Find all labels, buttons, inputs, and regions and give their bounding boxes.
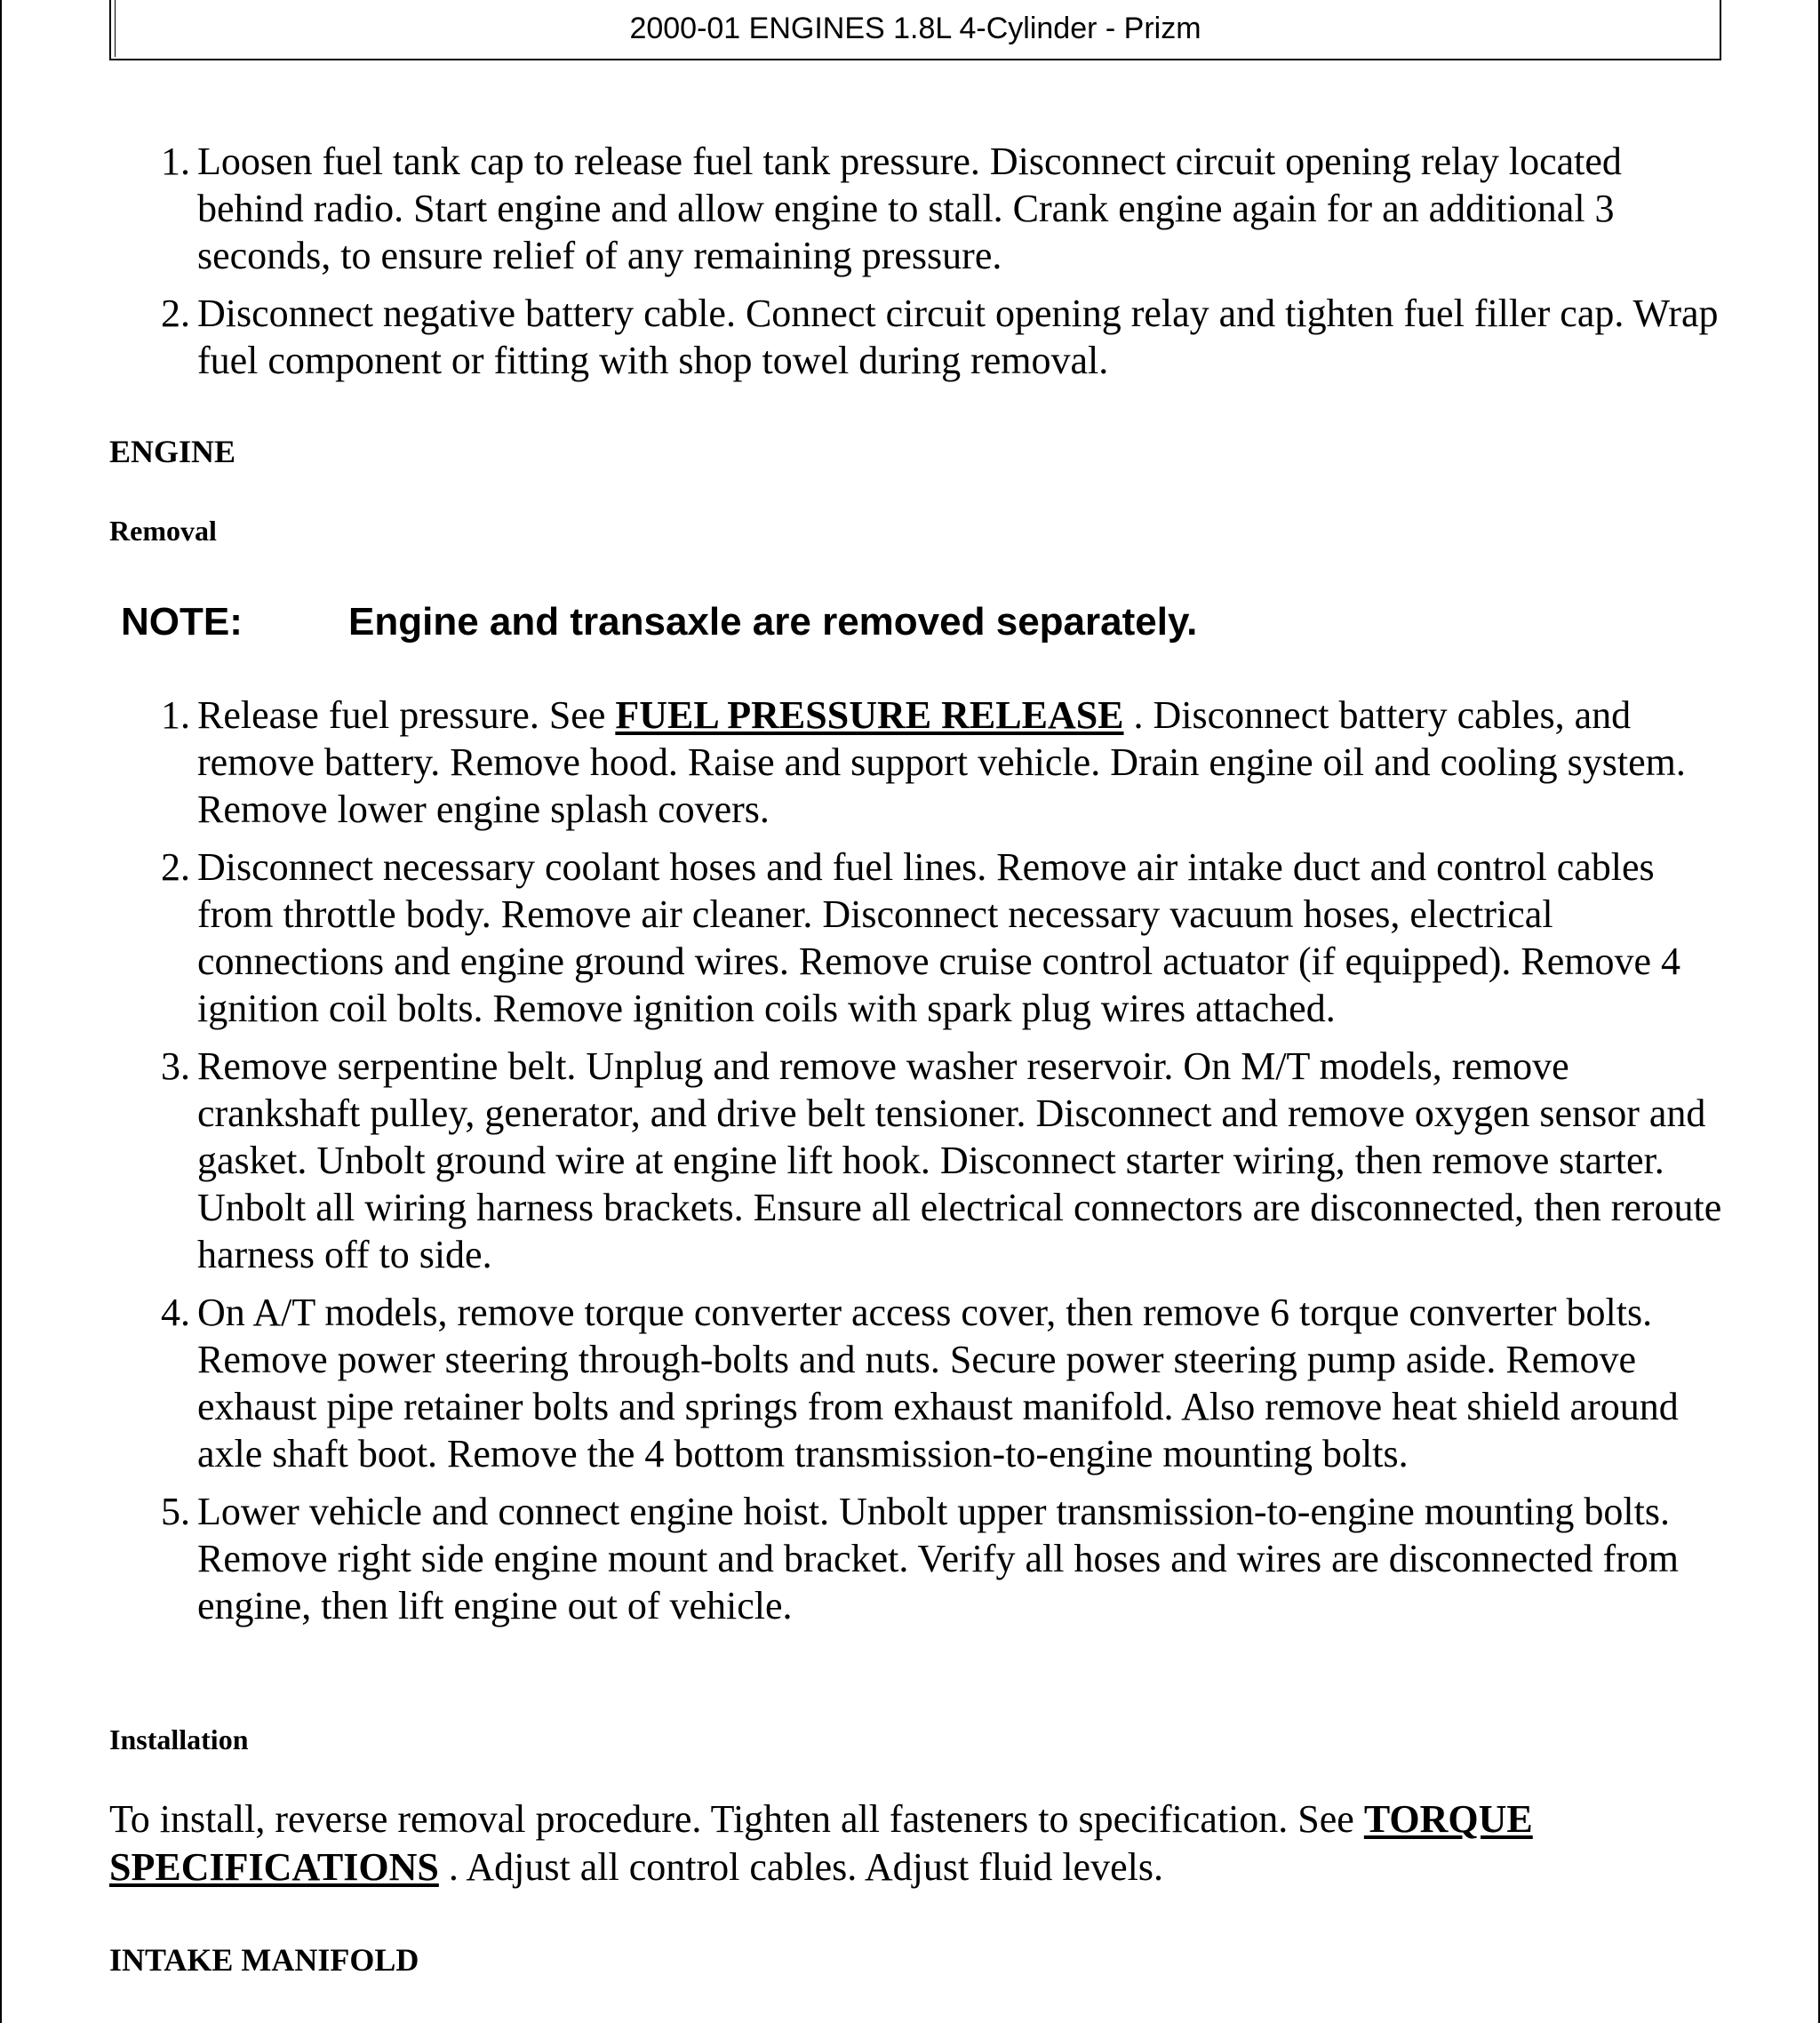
- list-item: [161, 1488, 1726, 1629]
- installation-paragraph: [109, 1795, 1709, 1891]
- step-text: Disconnect necessary coolant hoses and fuel lines. Remove air intake duct and control cables from throttle body. Remove air cleaner. Disconnect necessary vacuum hoses, electrical connections and engine ground wires. Remove cruise control actuator (if equipped). Remove 4 ignition coil bolts. Remove ignition coils with spark plug wires attached.: [197, 845, 1681, 1030]
- installation-subheading: Installation: [109, 1723, 249, 1755]
- installation-text-before: To install, reverse removal procedure. Tighten all fasteners to specification. See: [109, 1797, 1364, 1841]
- step-text-after: . Disconnect battery cables, and remove battery. Remove hood. Raise and support vehicle. Drain engine oil and cooling system. Remove lower engine splash covers.: [197, 693, 1686, 831]
- list-item: [161, 1043, 1726, 1278]
- step-number: 1.: [161, 140, 190, 183]
- intake-manifold-heading: INTAKE MANIFOLD: [109, 1942, 419, 1978]
- step-text: Disconnect negative battery cable. Connect circuit opening relay and tighten fuel filler cap. Wrap fuel component or fitting with shop towel during removal.: [197, 292, 1719, 382]
- note-label: NOTE:: [121, 600, 243, 644]
- list-item: [161, 844, 1726, 1032]
- step-number: 2.: [161, 845, 190, 889]
- step-number: 5.: [161, 1490, 190, 1533]
- installation-text-after: . Adjust all control cables. Adjust fluid levels.: [438, 1845, 1163, 1889]
- step-text: Loosen fuel tank cap to release fuel tank pressure. Disconnect circuit opening relay located behind radio. Start engine and allow engine to stall. Crank engine again for an additional 3 seconds, to ensure relief of any remaining pressure.: [197, 140, 1622, 277]
- note-text: Engine and transaxle are removed separately.: [348, 600, 1198, 644]
- header-title: 2000-01 ENGINES 1.8L 4-Cylinder - Prizm: [629, 12, 1201, 45]
- fuel-pressure-steps-list: [161, 138, 1726, 395]
- list-item: [161, 138, 1726, 279]
- step-text-before: Release fuel pressure. See: [197, 693, 616, 737]
- list-item: [161, 692, 1726, 833]
- page-header: [109, 0, 1721, 60]
- list-item: [161, 290, 1726, 384]
- removal-steps-list: [161, 692, 1726, 1640]
- note-callout: [121, 596, 1632, 649]
- list-item: [161, 1289, 1726, 1477]
- step-number: 3.: [161, 1044, 190, 1088]
- step-number: 1.: [161, 693, 190, 737]
- torque-specifications-link[interactable]: TORQUE SPECIFICATIONS: [109, 1797, 1533, 1889]
- step-number: 4.: [161, 1291, 190, 1334]
- step-text: Lower vehicle and connect engine hoist. Unbolt upper transmission-to-engine mounting bolts. Remove right side engine mount and bracket. Verify all hoses and wires are disconnected from engine, then lift engine out of vehicle.: [197, 1490, 1680, 1627]
- fuel-pressure-release-link[interactable]: FUEL PRESSURE RELEASE: [615, 693, 1124, 737]
- step-number: 2.: [161, 292, 190, 335]
- step-text: On A/T models, remove torque converter access cover, then remove 6 torque converter bolts. Remove power steering through-bolts and nuts. Secure power steering pump aside. Remove exhaust pipe retainer bolts and springs from exhaust manifold. Also remove heat shield around axle shaft boot. Remove the 4 bottom transmission-to-engine mounting bolts.: [197, 1291, 1679, 1475]
- engine-section-heading: ENGINE: [109, 434, 236, 469]
- page-left-border: [0, 0, 2, 2023]
- step-text: Remove serpentine belt. Unplug and remove washer reservoir. On M/T models, remove crankshaft pulley, generator, and drive belt tensioner. Disconnect and remove oxygen sensor and gasket. Unbolt ground wire at engine lift hook. Disconnect starter wiring, then remove starter. Unbolt all wiring harness brackets. Ensure all electrical connectors are disconnected, then reroute harness off to side.: [197, 1044, 1722, 1276]
- removal-subheading: Removal: [109, 515, 217, 547]
